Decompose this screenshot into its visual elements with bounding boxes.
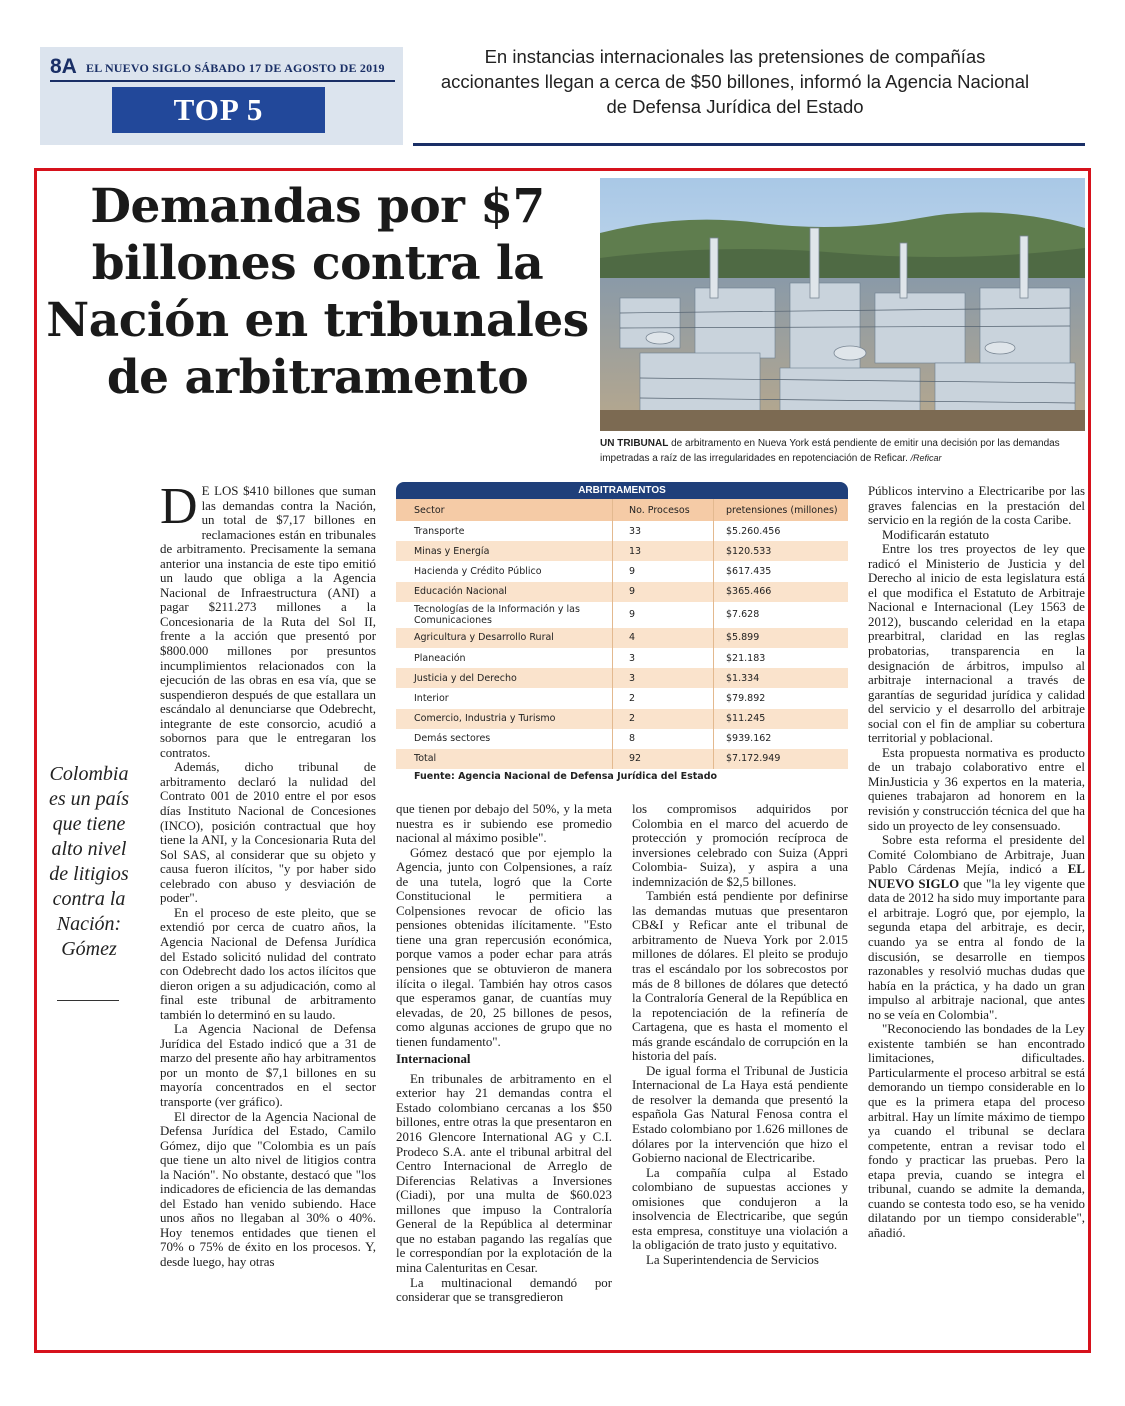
column-4 bbox=[868, 484, 1085, 1240]
table-cell: 9 bbox=[613, 561, 714, 581]
table-cell: 33 bbox=[613, 521, 714, 541]
table-cell: 92 bbox=[613, 749, 714, 769]
table-cell: 2 bbox=[613, 709, 714, 729]
table-cell: Transporte bbox=[396, 521, 613, 541]
table-row bbox=[396, 648, 848, 668]
body-paragraph: En el proceso de este pleito, que se extendió por cerca de cuatro años, la Agencia Nacional de Defensa Jurídica del Estado solicitó nulidad del contrato con Odebrecht dado los actos ilícitos que dieron origen a su adjudicación, como al final este tribunal de arbitramento también lo determinó en su laudo. bbox=[160, 905, 376, 1022]
table-cell: 13 bbox=[613, 541, 714, 561]
body-paragraph: Públicos intervino a Electricaribe por las graves falencias en la prestación del servicio en la región de la costa Caribe. bbox=[868, 484, 1085, 528]
table-title: ARBITRAMENTOS bbox=[396, 482, 848, 499]
body-paragraph: que tienen por debajo del 50%, y la meta nuestra es ir subiendo ese promedio nacional al máximo posible". bbox=[396, 802, 612, 846]
lead-paragraph: D E LOS $410 billones que suman las demandas contra la Nación, un total de $7,17 billones en reclamaciones están en tribunales de arbitramento. Precisamente la semana anterior una instancia de este tipo emitió un laudo que obliga a la Agencia Nacional de Infraestructura (ANI) a pagar $211.273 millones a la Concesionaria de la Ruta del Sol II, frente a la acción que presentó por $800.000 millones por presuntos incumplimientos relacionados con la ejecución de las obras en esa vía, que se suspendieron después de que estallara un escándalo al denunciarse que Odebrecht, integrante de este consorcio, acudió a sobornos para que le entregaran los contratos. bbox=[160, 478, 376, 760]
body-paragraph: Además, dicho tribunal de arbitramento declaró la nulidad del Contrato 001 de 2010 entre el por esos días Instituto Nacional de Concesiones (INCO), posición contractual que hoy tiene la ANI, y la Concesionaria Ruta del Sol SAS, al considerar que su objeto y causa fueron ilícitos, "y por haber sido celebrado con abuso y desviación de poder". bbox=[160, 760, 376, 906]
photo-caption bbox=[600, 436, 1085, 466]
paper-date-line: EL NUEVO SIGLO SÁBADO 17 DE AGOSTO DE 2019 bbox=[86, 61, 385, 75]
header-deck: En instancias internacionales las pretensiones de compañías accionantes llegan a cerca de $50 billones, informó la Agencia Nacional de Defensa Jurídica del Estado bbox=[440, 46, 1030, 117]
table-cell: Comercio, Industria y Turismo bbox=[396, 709, 613, 729]
table-row bbox=[396, 668, 848, 688]
table-cell: $7.628 bbox=[714, 602, 849, 628]
subhead-internacional: Internacional bbox=[396, 1052, 471, 1067]
table-cell: 9 bbox=[613, 602, 714, 628]
table-row bbox=[396, 729, 848, 749]
table-header-cell: Sector bbox=[396, 499, 613, 521]
pull-quote: Colombia es un país que tiene alto nivel de litigios contra la Nación: Gómez bbox=[49, 763, 129, 960]
table-cell: $7.172.949 bbox=[714, 749, 849, 769]
body-paragraph: La compañía culpa al Estado colombiano de supuestas acciones y omisiones que condujeron a la insolvencia de Electricaribe, que según esta empresa, constituye una violación a la obligación de trato justo y equitativo. bbox=[632, 1165, 848, 1253]
table-cell: Interior bbox=[396, 688, 613, 708]
table-cell: 3 bbox=[613, 648, 714, 668]
body-paragraph: Esta propuesta normativa es producto de un trabajo colaborativo entre el MinJusticia y 36 expertos en la materia, quienes trabajaron ad honorem en la revisión y construcción técnica del que ha sido un proyecto de ley consensuado. bbox=[868, 745, 1085, 833]
body-paragraph: El director de la Agencia Nacional de Defensa Jurídica del Estado, Camilo Gómez, dijo que "Colombia es un país que tiene un alto nivel de litigios contra la Nación". No obstante, destacó que "los indicadores de eficiencia de las demandas del Estado han venido subiendo. Hace unos años no llegaban al 30% o 40%. Hoy tenemos entidades que tienen el 70% o 75% de éxito en los procesos. Y, desde luego, hay otras bbox=[160, 1109, 376, 1269]
body-paragraph: La multinacional demandó por considerar que se transgredieron bbox=[396, 1275, 612, 1305]
body-paragraph: En tribunales de arbitramento en el exterior hay 21 demandas contra el Estado colombiano cercanas a los $50 billones, entre otras la que presentaron en 2016 Glencore International AG y C.I. Prodeco S.A. ante el tribunal arbitral del Centro Internacional de Arreglo de Diferencias Relativas a Inversiones (Ciadi), por una multa de $60.023 millones que impuso la Contraloría General de la República al determinar que no estaban pagando las regalías que le correspondían por la explotación de la mina Calenturitas en Cesar. bbox=[396, 1071, 612, 1275]
header-rule bbox=[50, 80, 395, 82]
refinery-photo bbox=[600, 178, 1085, 431]
body-paragraph: También está pendiente por definirse las demandas mutuas que presentaron CB&I y Reficar ante el tribunal de arbitramento de Nueva York por 2.015 millones de dólares. El pleito se produjo tras el escándalo por los sobrecostos por más de 8 billones de dólares que detectó la Contraloría General de la República en la repotenciación de la refinería de Cartagena, que es hasta el momento el más grande escándalo de corrupción en la historia del país. bbox=[632, 889, 848, 1064]
table-cell: $120.533 bbox=[714, 541, 849, 561]
column-1 bbox=[160, 478, 376, 1270]
table-row bbox=[396, 541, 848, 561]
table-cell: Minas y Energía bbox=[396, 541, 613, 561]
table-cell: Planeación bbox=[396, 648, 613, 668]
table-cell: $79.892 bbox=[714, 688, 849, 708]
table-row bbox=[396, 521, 848, 541]
table-cell: $365.466 bbox=[714, 582, 849, 602]
table-cell: $5.260.456 bbox=[714, 521, 849, 541]
table-header-row bbox=[396, 499, 848, 521]
table-cell: $21.183 bbox=[714, 648, 849, 668]
table-cell: Tecnologías de la Información y las Comunicaciones bbox=[396, 602, 613, 628]
page-number: 8A bbox=[50, 55, 77, 78]
refinery-photo-illustration bbox=[600, 178, 1085, 431]
caption-text: de arbitramento en Nueva York está pendiente de emitir una decisión por las demandas impetradas a raíz de las irregularidades en repotenciación de Reficar. bbox=[600, 438, 1060, 464]
table-cell: Hacienda y Crédito Público bbox=[396, 561, 613, 581]
photo-credit: /Reficar bbox=[907, 453, 942, 463]
paper-name-mention: EL NUEVO SIGLO bbox=[868, 862, 1085, 891]
table-source: Fuente: Agencia Nacional de Defensa Jurídica del Estado bbox=[414, 771, 718, 783]
table-total-row bbox=[396, 749, 848, 769]
table-row bbox=[396, 602, 848, 628]
arbitramentos-table bbox=[396, 482, 848, 782]
headline: Demandas por $7 billones contra la Nación en tribunales de arbitramento bbox=[46, 179, 589, 405]
deck-rule bbox=[413, 143, 1085, 146]
body-paragraph: "Reconociendo las bondades de la Ley existente también se han encontrado limitaciones, dificultades. Particularmente el proceso arbitral se está demorando un tiempo considerable en lo que es la primera etapa del proceso arbitral. Hay un límite máximo de tiempo ya cuando el tribunal se declara competente, entran a revisar todo el fondo y practicar las pruebas. Pero la etapa previa, cuando se integra el tribunal, cuando se admite la demanda, cuando se contesta todo eso, se ha venido dilatando por un tiempo considerable", añadió. bbox=[868, 1022, 1085, 1240]
table-row bbox=[396, 561, 848, 581]
table-cell: Demás sectores bbox=[396, 729, 613, 749]
table-cell: 8 bbox=[613, 729, 714, 749]
table-cell: $1.334 bbox=[714, 668, 849, 688]
table-cell: $5.899 bbox=[714, 628, 849, 648]
body-paragraph: De igual forma el Tribunal de Justicia Internacional de La Haya está pendiente de resolver la demanda que presentó la española Gas Natural Fenosa contra el Estado colombiano por 1.626 millones de dólares por la intervención que hizo el Gobierno nacional de Electricaribe. bbox=[632, 1063, 848, 1166]
table-cell: Agricultura y Desarrollo Rural bbox=[396, 628, 613, 648]
table-cell: 9 bbox=[613, 582, 714, 602]
subhead-estatuto: Modificarán estatuto bbox=[882, 527, 990, 542]
table-cell: 4 bbox=[613, 628, 714, 648]
table-cell: Total bbox=[396, 749, 613, 769]
column-3 bbox=[632, 802, 848, 1268]
drop-cap: D bbox=[160, 478, 198, 535]
table-header-cell: No. Procesos bbox=[613, 499, 714, 521]
table-cell: $939.162 bbox=[714, 729, 849, 749]
table-row bbox=[396, 688, 848, 708]
table-cell: Educación Nacional bbox=[396, 582, 613, 602]
table-row bbox=[396, 628, 848, 648]
table-cell: 3 bbox=[613, 668, 714, 688]
table-grid bbox=[396, 499, 848, 769]
table-row bbox=[396, 709, 848, 729]
caption-lead: UN TRIBUNAL bbox=[600, 438, 669, 449]
table-row bbox=[396, 582, 848, 602]
pull-quote-rule bbox=[57, 1000, 119, 1001]
body-paragraph: los compromisos adquiridos por Colombia en el marco del acuerdo de protección y promoción recíproca de inversiones celebrado con Suiza (Appri Colombia- Suiza), y aspira a una indemnización de $2,5 billones. bbox=[632, 802, 848, 889]
column-2 bbox=[396, 802, 612, 1305]
table-cell: 2 bbox=[613, 688, 714, 708]
body-paragraph: La Agencia Nacional de Defensa Jurídica del Estado indicó que a 31 de marzo del presente año hay arbitramentos por un monto de $7,1 billones en su mayoría concentrados en el sector transporte (ver gráfico). bbox=[160, 1022, 376, 1109]
body-paragraph: Entre los tres proyectos de ley que radicó el Ministerio de Justicia y del Derecho al inicio de esta legislatura está el que modifica el Estatuto de Arbitraje Nacional e Internacional (Ley 1563 de 2012), buscando celeridad en la etapa prearbitral, claridad en las reglas probatorias, transparencia en la designación de árbitros, impulso al arbitraje internacional a través de garantías de seguridad jurídica y calidad del servicio y el desarrollo del arbitraje social con el fin de ampliar su cobertura territorial y poblacional. bbox=[868, 542, 1085, 746]
body-paragraph: La Superintendencia de Servicios bbox=[646, 1252, 819, 1267]
body-paragraph: Sobre esta reforma el presidente del Comité Colombiano de Arbitraje, Juan Pablo Cárdenas Mejía, indicó a EL NUEVO SIGLO que "la ley vigente que data de 2012 ha sido muy importante para el arbitraje. Logró que, por ejemplo, la segunda etapa del arbitraje, es decir, cuando ya se entra al fondo de la discusión, se desarrolle en tiempos razonables y resolvió muchas dudas que había en la práctica, y ha dado un gran impulso al arbitraje nacional, que antes no se veía en Colombia". bbox=[868, 833, 1086, 1022]
body-paragraph: Gómez destacó que por ejemplo la Agencia, junto con Colpensiones, a raíz de una tutela, logró que la Corte Constitucional le permitiera a Colpensiones revocar de oficio las pensiones obtenidas ilícitamente. "Esto tiene una gran repercusión económica, porque vamos a poder echar para atrás pensiones que se obtuvieron de manera ilícita o ilegal. También hay otros casos que esperamos ganar, de cuantías muy elevadas, de 20, 25 billones de pesos, como algunas acciones de grupo que no tienen fundamento". bbox=[396, 845, 612, 1049]
table-cell: $11.245 bbox=[714, 709, 849, 729]
table-cell: $617.435 bbox=[714, 561, 849, 581]
table-cell: Justicia y del Derecho bbox=[396, 668, 613, 688]
section-label: TOP 5 bbox=[112, 87, 325, 133]
table-header-cell: pretensiones (millones) bbox=[714, 499, 849, 521]
